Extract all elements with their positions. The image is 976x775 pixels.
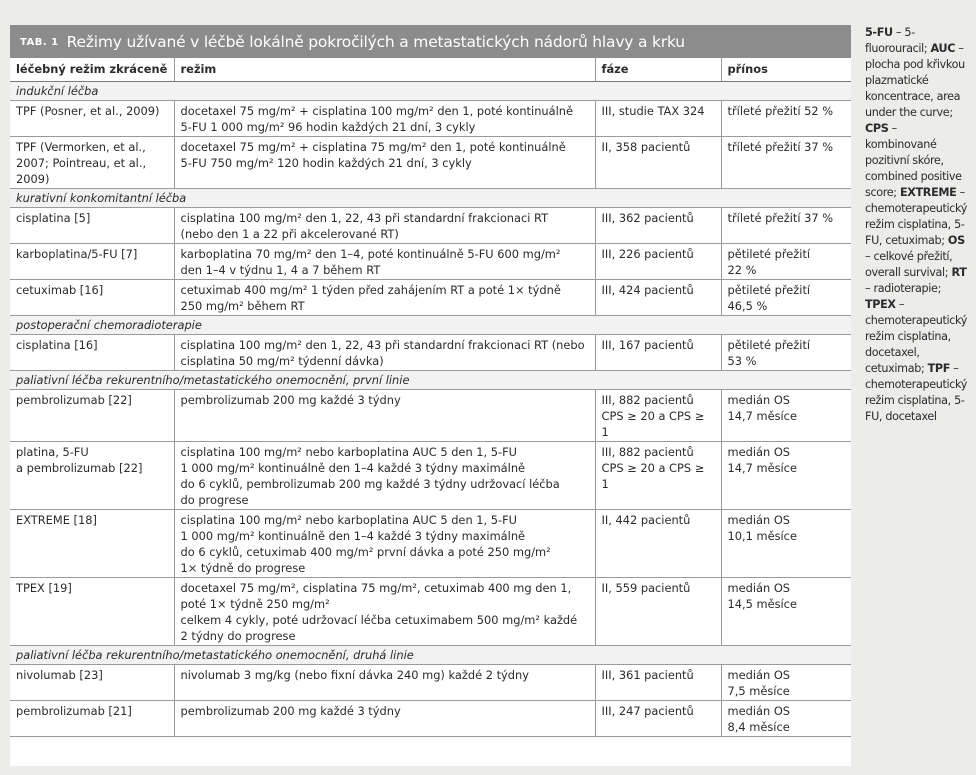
legend-abbreviation: RT: [951, 266, 967, 279]
legend-definition: – kombinované pozitivní skóre, combined positive score;: [865, 122, 962, 199]
phase-cell: II, 442 pacientů: [595, 510, 721, 578]
table-row: [10, 510, 851, 578]
phase-cell: III, 424 pacientů: [595, 280, 721, 316]
legend-abbreviation: EXTREME: [899, 186, 957, 199]
short-regimen-cell: TPF (Vermorken, et al., 2007; Pointreau, et al., 2009): [10, 137, 174, 189]
legend-definition: – chemoterapeutický režim cisplatina, docetaxel, cetuximab;: [865, 298, 968, 375]
regimen-cell: cisplatina 100 mg/m² nebo karboplatina AUC 5 den 1, 5-FU 1 000 mg/m² kontinuálně den 1–4 každé 3 týdny maximálně do 6 cyklů, pembrolizumab 200 mg každé 3 týdny udržovací léčba do progrese: [174, 442, 595, 510]
table-row: [10, 701, 851, 737]
section-label: indukční léčba: [10, 82, 851, 101]
legend-definition: – radioterapie;: [865, 282, 941, 295]
regimen-cell: docetaxel 75 mg/m² + cisplatina 100 mg/m² den 1, poté kontinuálně 5-FU 1 000 mg/m² 96 hodin každých 21 dní, 3 cykly: [174, 101, 595, 137]
benefit-cell: tříleté přežití 52 %: [721, 101, 851, 137]
legend-definition: – 5-fluorouracil;: [865, 26, 928, 55]
legend-abbreviation: AUC: [930, 42, 956, 55]
table-row: [10, 208, 851, 244]
short-regimen-cell: cisplatina [5]: [10, 208, 174, 244]
section-label: paliativní léčba rekurentního/metastatického onemocnění, druhá linie: [10, 646, 851, 665]
phase-cell: III, 882 pacientů CPS ≥ 20 a CPS ≥ 1: [595, 390, 721, 442]
table-row: [10, 101, 851, 137]
short-regimen-cell: cetuximab [16]: [10, 280, 174, 316]
legend-abbreviation: TPF: [927, 362, 951, 375]
section-row: [10, 646, 851, 665]
table-number: TAB. 1: [20, 37, 59, 48]
benefit-cell: medián OS 7,5 měsíce: [721, 665, 851, 701]
phase-cell: II, 358 pacientů: [595, 137, 721, 189]
benefit-cell: tříleté přežití 37 %: [721, 137, 851, 189]
legend-abbreviation: CPS: [865, 122, 889, 135]
short-regimen-cell: platina, 5-FU a pembrolizumab [22]: [10, 442, 174, 510]
legend-definition: – celkové přežití, overall survival;: [865, 250, 953, 279]
table-body: [10, 82, 851, 737]
short-regimen-cell: EXTREME [18]: [10, 510, 174, 578]
table-header-row: [10, 58, 851, 82]
benefit-cell: pětileté přežití 46,5 %: [721, 280, 851, 316]
benefit-cell: medián OS 14,7 měsíce: [721, 390, 851, 442]
section-row: [10, 82, 851, 101]
table-row: [10, 578, 851, 646]
benefit-cell: medián OS 10,1 měsíce: [721, 510, 851, 578]
table-caption: [10, 25, 851, 58]
regimen-cell: cisplatina 100 mg/m² den 1, 22, 43 při standardní frakcionaci RT (nebo cisplatina 50 mg/m² týdenní dávka): [174, 335, 595, 371]
section-label: paliativní léčba rekurentního/metastatického onemocnění, první linie: [10, 371, 851, 390]
table-title: Režimy užívané v léčbě lokálně pokročilých a metastatických nádorů hlavy a krku: [66, 32, 685, 51]
regimen-cell: cisplatina 100 mg/m² den 1, 22, 43 při standardní frakcionaci RT (nebo den 1 a 22 při akcelerované RT): [174, 208, 595, 244]
short-regimen-cell: TPF (Posner, et al., 2009): [10, 101, 174, 137]
regimen-cell: nivolumab 3 mg/kg (nebo fixní dávka 240 mg) každé 2 týdny: [174, 665, 595, 701]
regimen-cell: cetuximab 400 mg/m² 1 týden před zahájením RT a poté 1× týdně 250 mg/m² během RT: [174, 280, 595, 316]
table-row: [10, 335, 851, 371]
regimen-cell: docetaxel 75 mg/m² + cisplatina 75 mg/m² den 1, poté kontinuálně 5-FU 750 mg/m² 120 hodin každých 21 dní, 3 cykly: [174, 137, 595, 189]
table-row: [10, 244, 851, 280]
benefit-cell: medián OS 14,7 měsíce: [721, 442, 851, 510]
benefit-cell: pětileté přežití 22 %: [721, 244, 851, 280]
phase-cell: III, 226 pacientů: [595, 244, 721, 280]
regimen-table-panel: [10, 25, 851, 766]
section-row: [10, 371, 851, 390]
abbreviations-legend: [865, 25, 971, 425]
legend-abbreviation: OS: [947, 234, 965, 247]
regimen-cell: pembrolizumab 200 mg každé 3 týdny: [174, 701, 595, 737]
section-label: postoperační chemoradioterapie: [10, 316, 851, 335]
benefit-cell: medián OS 8,4 měsíce: [721, 701, 851, 737]
phase-cell: III, 361 pacientů: [595, 665, 721, 701]
table-row: [10, 137, 851, 189]
legend-definition: – chemoterapeutický režim cisplatina, 5-FU, cetuximab;: [865, 186, 968, 247]
header-phase: fáze: [595, 58, 721, 82]
benefit-cell: pětileté přežití 53 %: [721, 335, 851, 371]
regimen-cell: cisplatina 100 mg/m² nebo karboplatina AUC 5 den 1, 5-FU 1 000 mg/m² kontinuálně den 1–4 každé 3 týdny maximálně do 6 cyklů, cetuximab 400 mg/m² první dávka a poté 250 mg/m² 1× týdně do progrese: [174, 510, 595, 578]
short-regimen-cell: TPEX [19]: [10, 578, 174, 646]
regimen-cell: docetaxel 75 mg/m², cisplatina 75 mg/m², cetuximab 400 mg den 1, poté 1× týdně 250 mg/m² celkem 4 cykly, poté udržovací léčba cetuximabem 500 mg/m² každé 2 týdny do progrese: [174, 578, 595, 646]
regimen-cell: pembrolizumab 200 mg každé 3 týdny: [174, 390, 595, 442]
table-row: [10, 390, 851, 442]
header-short-regimen: léčebný režim zkráceně: [10, 58, 174, 82]
phase-cell: III, 362 pacientů: [595, 208, 721, 244]
short-regimen-cell: cisplatina [16]: [10, 335, 174, 371]
legend-text: [865, 25, 971, 425]
section-row: [10, 189, 851, 208]
legend-abbreviation: 5-FU: [865, 26, 893, 39]
section-row: [10, 316, 851, 335]
short-regimen-cell: pembrolizumab [21]: [10, 701, 174, 737]
phase-cell: III, 882 pacientů CPS ≥ 20 a CPS ≥ 1: [595, 442, 721, 510]
benefit-cell: medián OS 14,5 měsíce: [721, 578, 851, 646]
phase-cell: III, 247 pacientů: [595, 701, 721, 737]
regimen-cell: karboplatina 70 mg/m² den 1–4, poté kontinuálně 5-FU 600 mg/m² den 1–4 v týdnu 1, 4 a 7 během RT: [174, 244, 595, 280]
phase-cell: III, 167 pacientů: [595, 335, 721, 371]
legend-definition: – chemoterapeutický režim cisplatina, 5-FU, docetaxel: [865, 362, 968, 423]
table-row: [10, 442, 851, 510]
table-row: [10, 665, 851, 701]
header-benefit: přínos: [721, 58, 851, 82]
phase-cell: II, 559 pacientů: [595, 578, 721, 646]
short-regimen-cell: nivolumab [23]: [10, 665, 174, 701]
short-regimen-cell: karboplatina/5-FU [7]: [10, 244, 174, 280]
short-regimen-cell: pembrolizumab [22]: [10, 390, 174, 442]
header-regimen: režim: [174, 58, 595, 82]
section-label: kurativní konkomitantní léčba: [10, 189, 851, 208]
benefit-cell: tříleté přežití 37 %: [721, 208, 851, 244]
legend-definition: – plocha pod křivkou plazmatické koncentrace, area under the curve;: [865, 42, 965, 119]
table-row: [10, 280, 851, 316]
legend-abbreviation: TPEX: [865, 298, 896, 311]
phase-cell: III, studie TAX 324: [595, 101, 721, 137]
regimen-table: [10, 58, 851, 737]
